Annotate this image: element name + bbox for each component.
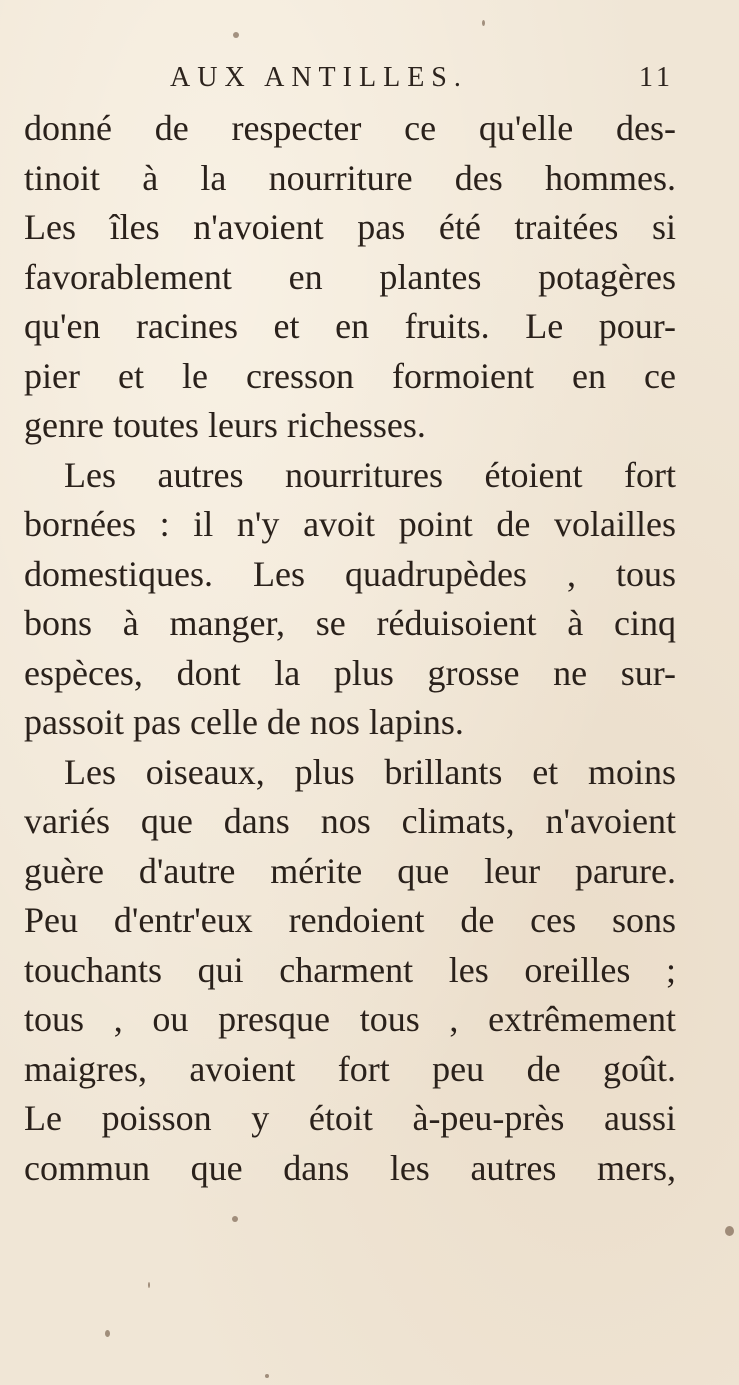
page-number: 11 <box>639 62 674 93</box>
text-line: genre toutes leurs richesses. <box>24 405 426 445</box>
text-line: Les oiseaux, plus brillants et moins <box>64 751 676 792</box>
paper-speck <box>725 1226 734 1236</box>
text-line: Peu d'entr'eux rendoient de ces sons <box>24 900 676 940</box>
text-line: touchants qui charment les oreilles ; <box>24 949 676 990</box>
text-line: passoit pas celle de nos lapins. <box>24 702 464 742</box>
paper-speck <box>232 1216 238 1222</box>
text-line: Les autres nourritures étoient fort <box>64 454 676 495</box>
paper-speck <box>265 1374 269 1378</box>
text-line: tinoit à la nourriture des hommes. <box>24 157 676 198</box>
text-line: espèces, dont la plus grosse ne sur- <box>24 652 676 693</box>
body-text <box>24 104 676 1193</box>
running-title: AUX ANTILLES. <box>170 62 468 93</box>
text-line: domestiques. Les quadrupèdes , tous <box>24 553 676 594</box>
text-line: commun que dans les autres mers, <box>24 1147 676 1188</box>
running-head <box>24 58 674 98</box>
paper-speck <box>482 20 485 26</box>
text-line: pier et le cresson formoient en ce <box>24 355 676 396</box>
text-line: guère d'autre mérite que leur parure. <box>24 850 676 891</box>
text-line: bons à manger, se réduisoient à cinq <box>24 603 676 643</box>
text-line: bornées : il n'y avoit point de volailles <box>24 504 676 544</box>
text-line: tous , ou presque tous , extrêmement <box>24 999 676 1039</box>
text-line: qu'en racines et en fruits. Le pour- <box>24 306 676 346</box>
paper-speck <box>105 1330 110 1337</box>
text-line: favorablement en plantes potagères <box>24 256 676 297</box>
text-line: variés que dans nos climats, n'avoient <box>24 801 676 841</box>
text-line: donné de respecter ce qu'elle des- <box>24 108 676 148</box>
text-line: Le poisson y étoit à-peu-près aussi <box>24 1098 676 1138</box>
paper-speck <box>148 1282 150 1288</box>
text-line: maigres, avoient fort peu de goût. <box>24 1048 676 1089</box>
paper-speck <box>233 32 239 38</box>
text-line: Les îles n'avoient pas été traitées si <box>24 207 676 247</box>
